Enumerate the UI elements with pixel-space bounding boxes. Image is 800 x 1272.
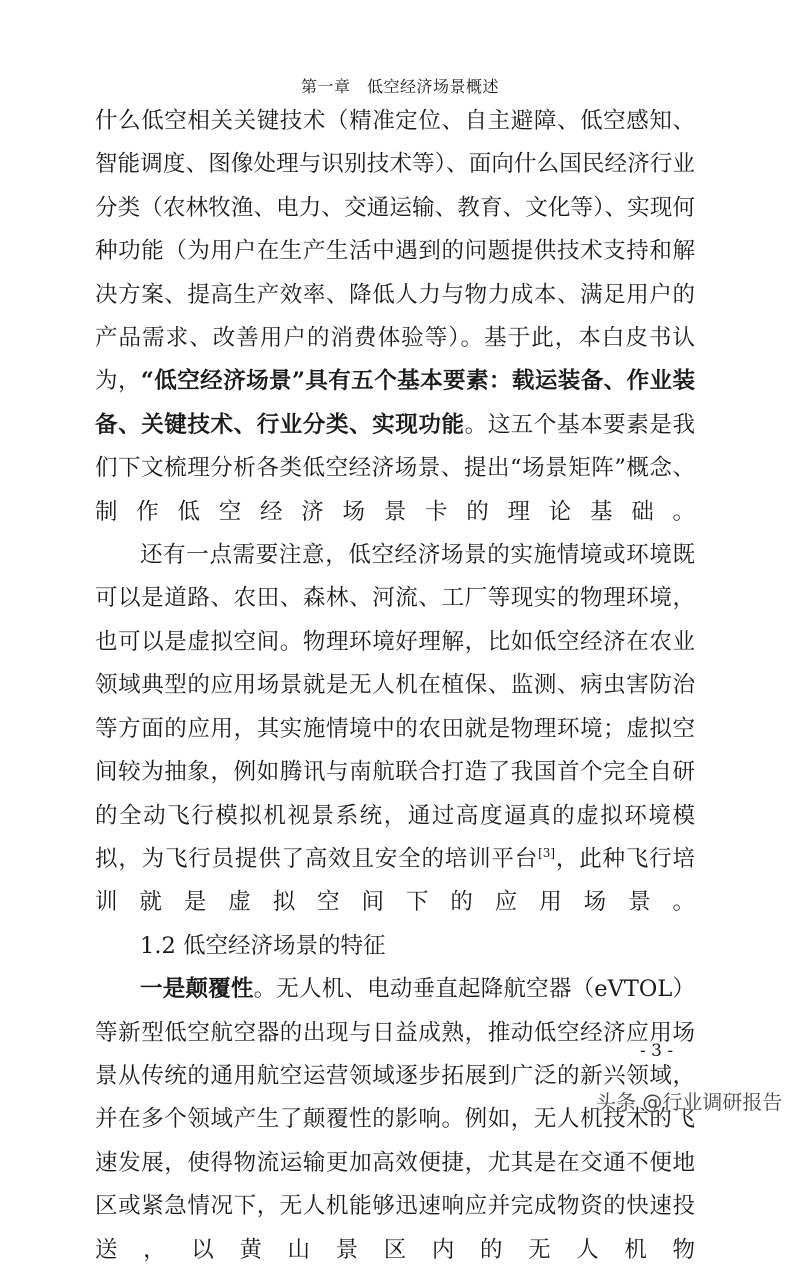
paragraph-text: 什么低空相关关键技术（精准定位、自主避障、低空感知、智能调度、图像处理与识别技术等）、面向什么国民经济行业分类（农林牧渔、电力、交通运输、教育、文化等）、实现何种功能（为用户在生产生活中遇到的问题提供技术支持和解决方案、提高生产效率、降低人力与物力成本、满足用户的产品需求、改善用户的消费体验等）。基于此，本白皮书认为，: [95, 108, 695, 395]
bold-definition: “低空经济场景”具有五个基本要素：载运装备、作业装备、关键技术、行业分类、实现功能: [95, 368, 695, 438]
section-heading: [95, 925, 695, 968]
paragraph-disruptive: [95, 968, 695, 1272]
section-title: 低空经济场景的特征: [182, 932, 386, 959]
paragraph-text: 。这五个基本要素是我们下文梳理分析各类低空经济场景、提出“场景矩阵”概念、制作低空经济场景卡的理论基础。: [95, 411, 695, 525]
paragraph-text: 还有一点需要注意，低空经济场景的实施情境或环境既可以是道路、农田、森林、河流、工厂等现实的物理环境，也可以是虚拟空间。物理环境好理解，比如低空经济在农业领域典型的应用场景就是无人机在植保、监测、病虫害防治等方面的应用，其实施情境中的农田就是物理环境；虚拟空间较为抽象，例如腾讯与南航联合打造了我国首个完全自研的全动飞行模拟机视景系统，通过高度逼真的虚拟环境模拟，为飞行员提供了高效且安全的培训平台: [95, 542, 695, 872]
paragraph-elements: [95, 100, 695, 534]
bold-lead: 一是颠覆性: [140, 976, 254, 1003]
watermark: 头条 @行业调研报告: [596, 1090, 783, 1114]
chapter-header: 第一章 低空经济场景概述: [300, 77, 499, 96]
page-number: - 3 -: [640, 1041, 674, 1061]
section-number: 1.2: [140, 932, 176, 959]
citation-link[interactable]: [3]: [538, 845, 556, 860]
paragraph-text: 。无人机、电动垂直起降航空器（eVTOL）等新型低空航空器的出现与日益成熟，推动低空经济应用场景从传统的通用航空运营领域逐步拓展到广泛的新兴领域，并在多个领域产生了颠覆性的影响。例如，无人机技术的飞速发展，使得物流运输更加高效便捷，尤其是在交通不便地区或紧急情况下，无人机能够迅速响应并完成物资的快速投送，以黄山景区内的无人机物: [95, 976, 695, 1263]
paragraph-text: ，此种飞行培训就是虚拟空间下的应用场景。: [95, 845, 695, 916]
paragraph-environment: [95, 534, 695, 925]
